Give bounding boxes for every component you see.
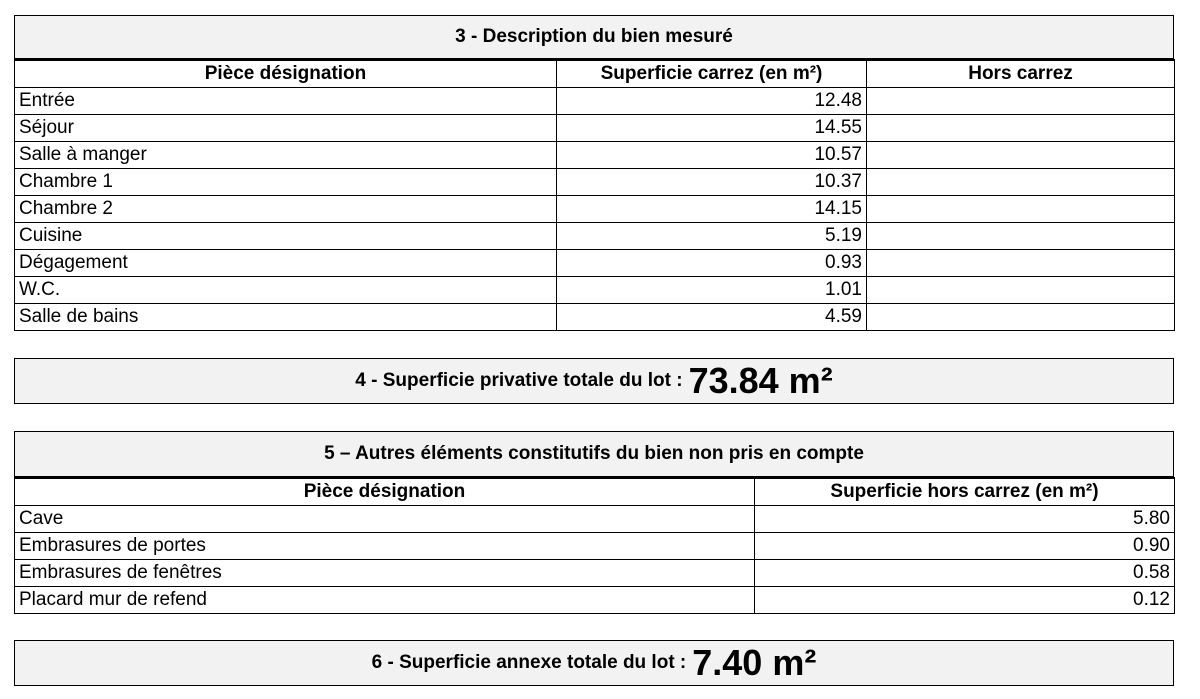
hors-carrez-value: 0.58 (755, 560, 1175, 587)
hors-carrez-value: 0.12 (755, 587, 1175, 614)
carrez-value: 1.01 (557, 277, 867, 304)
section-5-title: 5 – Autres éléments constitutifs du bien non pris en compte (324, 443, 864, 464)
section-4-label: 4 - Superficie privative totale du lot : (355, 370, 683, 391)
table-row (15, 250, 1175, 277)
section-3-title-box (14, 15, 1174, 59)
element-name: Placard mur de refend (15, 587, 755, 614)
hors-carrez-value: 5.80 (755, 506, 1175, 533)
room-name: Chambre 2 (15, 196, 557, 223)
table-row (15, 88, 1175, 115)
table-row (15, 277, 1175, 304)
hors-carrez-value: 0.90 (755, 533, 1175, 560)
header-superficie-carrez: Superficie carrez (en m²) (557, 60, 867, 88)
section-6-total-value: 7.40 m² (692, 642, 817, 683)
room-name: Salle à manger (15, 142, 557, 169)
room-name: Entrée (15, 88, 557, 115)
hors-carrez-value (867, 142, 1175, 169)
carrez-value: 10.37 (557, 169, 867, 196)
room-name: Cuisine (15, 223, 557, 250)
hors-carrez-value (867, 223, 1175, 250)
room-name: Dégagement (15, 250, 557, 277)
header-hors-carrez: Hors carrez (867, 60, 1175, 88)
table-row (15, 587, 1175, 614)
section-6-label: 6 - Superficie annexe totale du lot : (371, 652, 687, 673)
table-row (15, 115, 1175, 142)
carrez-table (14, 59, 1175, 331)
hors-carrez-value (867, 88, 1175, 115)
carrez-table-header (15, 60, 1175, 88)
header-piece-designation: Pièce désignation (15, 60, 557, 88)
table-row (15, 223, 1175, 250)
hors-carrez-value (867, 277, 1175, 304)
hors-carrez-table-header (15, 478, 1175, 506)
carrez-value: 14.15 (557, 196, 867, 223)
carrez-value: 4.59 (557, 304, 867, 331)
hors-carrez-value (867, 196, 1175, 223)
hors-carrez-value (867, 115, 1175, 142)
hors-carrez-table (14, 477, 1175, 614)
header-piece-designation: Pièce désignation (15, 478, 755, 506)
element-name: Embrasures de fenêtres (15, 560, 755, 587)
carrez-value: 0.93 (557, 250, 867, 277)
table-row (15, 304, 1175, 331)
carrez-value: 14.55 (557, 115, 867, 142)
carrez-value: 10.57 (557, 142, 867, 169)
room-name: Chambre 1 (15, 169, 557, 196)
table-row (15, 506, 1175, 533)
section-6-total-box (14, 640, 1174, 686)
section-4-total-value: 73.84 m² (688, 360, 833, 401)
table-row (15, 533, 1175, 560)
hors-carrez-value (867, 169, 1175, 196)
room-name: Séjour (15, 115, 557, 142)
section-5-title-box (14, 431, 1174, 477)
carrez-value: 5.19 (557, 223, 867, 250)
table-row (15, 560, 1175, 587)
hors-carrez-value (867, 250, 1175, 277)
carrez-value: 12.48 (557, 88, 867, 115)
hors-carrez-value (867, 304, 1175, 331)
element-name: Embrasures de portes (15, 533, 755, 560)
table-row (15, 169, 1175, 196)
table-row (15, 142, 1175, 169)
element-name: Cave (15, 506, 755, 533)
room-name: W.C. (15, 277, 557, 304)
table-row (15, 196, 1175, 223)
room-name: Salle de bains (15, 304, 557, 331)
section-4-total-box (14, 358, 1174, 404)
header-superficie-hors-carrez: Superficie hors carrez (en m²) (755, 478, 1175, 506)
section-3-title: 3 - Description du bien mesuré (455, 26, 733, 47)
